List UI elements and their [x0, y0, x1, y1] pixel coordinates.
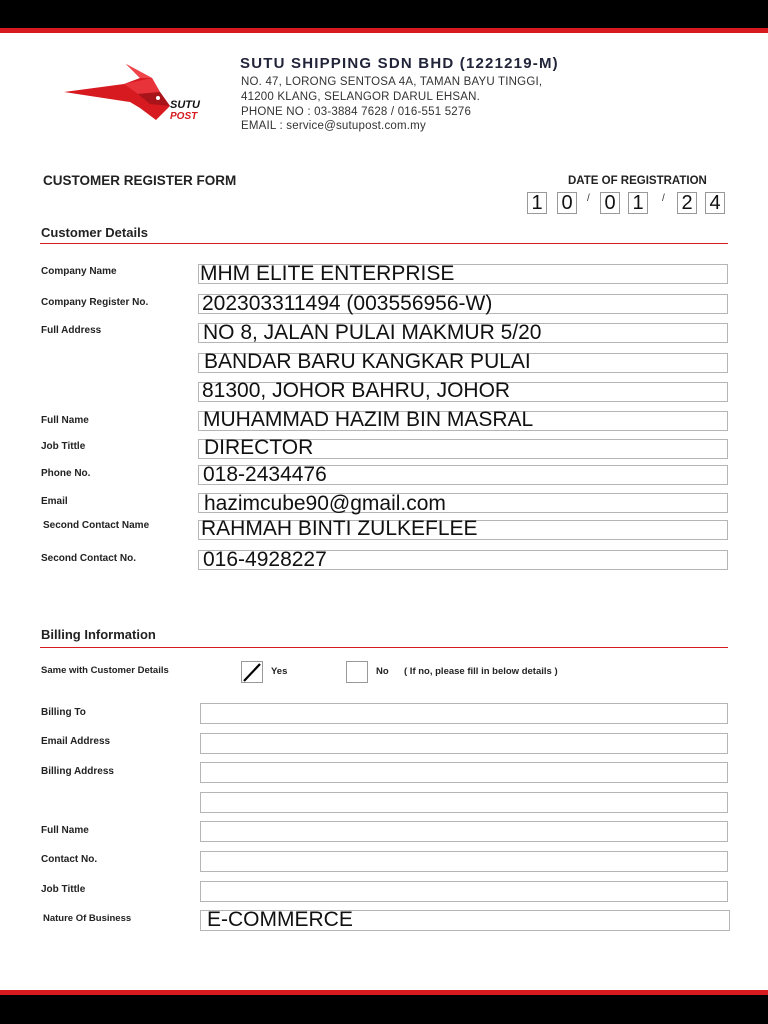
date-separator-1: / [587, 193, 590, 204]
same-with-customer-label: Same with Customer Details [41, 665, 169, 676]
full-name-value: MUHAMMAD HAZIM BIN MASRAL [203, 408, 534, 431]
check-mark-icon [242, 662, 262, 682]
nature-of-business-value: E-COMMERCE [207, 908, 353, 931]
top-black-band [0, 0, 768, 28]
billing-address-field-2[interactable] [200, 792, 728, 813]
date-digit-year-1[interactable]: 2 [677, 192, 697, 214]
email-value: hazimcube90@gmail.com [204, 492, 446, 515]
yes-checkbox[interactable] [241, 661, 263, 683]
date-digit-year-2[interactable]: 4 [705, 192, 725, 214]
logo-text-sutu: SUTU [170, 99, 200, 111]
date-digit-day-2[interactable]: 0 [557, 192, 577, 214]
billing-full-name-field[interactable] [200, 821, 728, 842]
billing-address-field-1[interactable] [200, 762, 728, 783]
billing-address-label: Billing Address [41, 766, 114, 777]
billing-contact-no-label: Contact No. [41, 854, 98, 865]
date-of-registration-label: DATE OF REGISTRATION [568, 175, 707, 187]
date-digit-month-2[interactable]: 1 [628, 192, 648, 214]
company-name-value: MHM ELITE ENTERPRISE [200, 262, 455, 285]
company-address-line-2: 41200 KLANG, SELANGOR DARUL EHSAN. [241, 91, 481, 103]
job-title-value: DIRECTOR [204, 436, 314, 459]
phone-value: 018-2434476 [203, 463, 327, 486]
date-digit-day-1[interactable]: 1 [527, 192, 547, 214]
company-address-line-1: NO. 47, LORONG SENTOSA 4A, TAMAN BAYU TINGGI, [241, 76, 543, 88]
billing-email-label: Email Address [41, 736, 111, 747]
address-line-2-value: BANDAR BARU KANGKAR PULAI [204, 350, 531, 373]
second-contact-no-value: 016-4928227 [203, 548, 327, 571]
customer-details-rule [40, 243, 728, 244]
billing-to-label: Billing To [41, 707, 86, 718]
bottom-black-band [0, 995, 768, 1024]
company-name: SUTU SHIPPING SDN BHD (1221219-M) [240, 55, 559, 72]
customer-details-title: Customer Details [41, 225, 148, 240]
date-separator-2: / [662, 193, 665, 204]
full-name-label: Full Name [41, 415, 89, 426]
logo-text-post: POST [170, 111, 198, 122]
date-digit-month-1[interactable]: 0 [600, 192, 620, 214]
form-title: CUSTOMER REGISTER FORM [43, 173, 237, 188]
company-register-value: 202303311494 (003556956-W) [202, 292, 493, 315]
billing-information-rule [40, 647, 728, 648]
job-title-label: Job Tittle [41, 441, 86, 452]
full-address-label: Full Address [41, 325, 102, 336]
company-phone-line: PHONE NO : 03-3884 7628 / 016-551 5276 [241, 106, 472, 118]
billing-contact-no-field[interactable] [200, 851, 728, 872]
no-hint-text: ( If no, please fill in below details ) [404, 666, 558, 677]
billing-job-title-label: Job Tittle [41, 884, 86, 895]
billing-full-name-label: Full Name [41, 825, 89, 836]
address-line-1-value: NO 8, JALAN PULAI MAKMUR 5/20 [203, 321, 542, 344]
yes-label: Yes [271, 666, 288, 677]
email-label: Email [41, 496, 68, 507]
company-name-label: Company Name [41, 266, 117, 277]
address-line-3-value: 81300, JOHOR BAHRU, JOHOR [202, 379, 511, 402]
sutu-post-logo [60, 58, 220, 128]
phone-label: Phone No. [41, 468, 91, 479]
nature-of-business-label: Nature Of Business [43, 913, 132, 924]
billing-information-title: Billing Information [41, 627, 156, 642]
company-email-line: EMAIL : service@sutupost.com.my [241, 120, 426, 132]
second-contact-name-value: RAHMAH BINTI ZULKEFLEE [201, 517, 478, 540]
company-register-label: Company Register No. [41, 297, 149, 308]
billing-email-field[interactable] [200, 733, 728, 754]
second-contact-name-label: Second Contact Name [43, 520, 150, 531]
billing-job-title-field[interactable] [200, 881, 728, 902]
no-checkbox[interactable] [346, 661, 368, 683]
billing-to-field[interactable] [200, 703, 728, 724]
no-label: No [376, 666, 389, 677]
top-red-rule [0, 28, 768, 33]
second-contact-no-label: Second Contact No. [41, 553, 137, 564]
